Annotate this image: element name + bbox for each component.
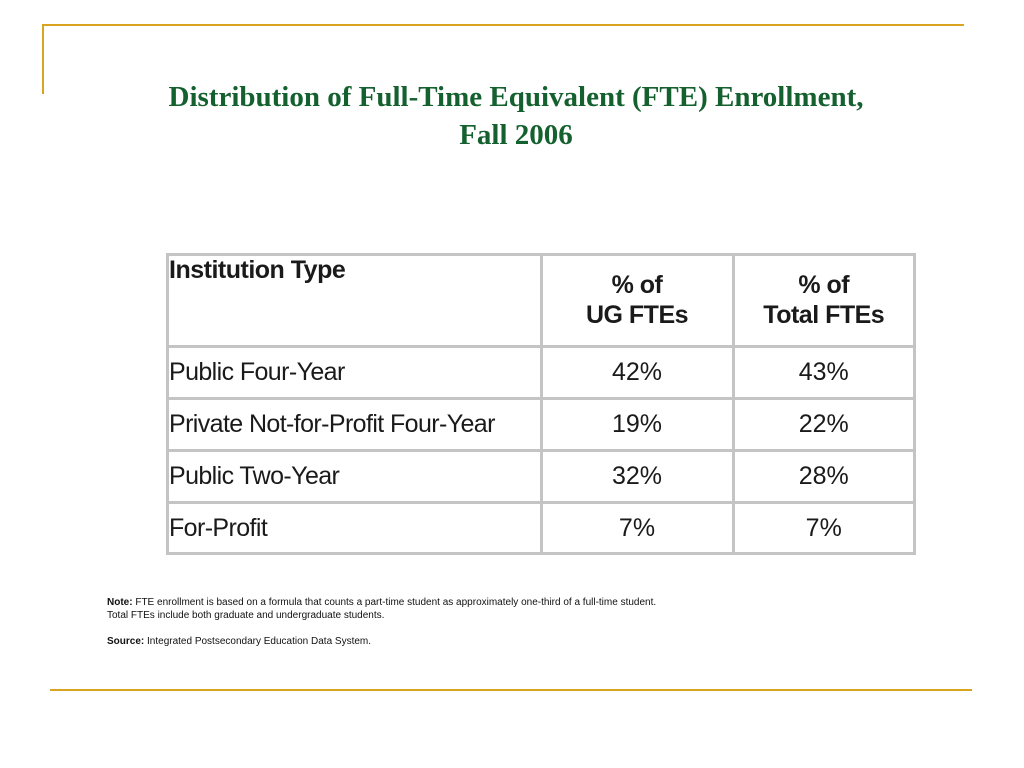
source-line xyxy=(107,635,967,648)
source-label: Source: xyxy=(107,636,145,647)
header-ug-ftes-line-2: UG FTEs xyxy=(585,301,689,330)
cell-ug-ftes: 19% xyxy=(541,398,733,450)
table-row xyxy=(169,450,913,502)
note-label: Note: xyxy=(107,597,133,608)
cell-institution-type: Public Two-Year xyxy=(169,450,541,502)
enrollment-table xyxy=(166,253,916,555)
header-total-ftes xyxy=(733,256,913,346)
header-institution-type: Institution Type xyxy=(169,256,541,346)
slide-title xyxy=(60,78,972,154)
source-text: Integrated Postsecondary Education Data System. xyxy=(147,636,372,647)
cell-total-ftes: 43% xyxy=(733,346,913,398)
header-total-ftes-line-2: Total FTEs xyxy=(763,301,885,330)
table-row xyxy=(169,398,913,450)
cell-total-ftes: 22% xyxy=(733,398,913,450)
enrollment-table-grid xyxy=(169,256,913,554)
cell-total-ftes: 28% xyxy=(733,450,913,502)
note-text: FTE enrollment is based on a formula that counts a part-time student as approximately one-third of a full-time student. xyxy=(135,597,657,608)
cell-ug-ftes: 32% xyxy=(541,450,733,502)
slide-title-line-1: Distribution of Full-Time Equivalent (FTE) Enrollment, xyxy=(168,81,864,113)
cell-ug-ftes: 42% xyxy=(541,346,733,398)
table-header-row xyxy=(169,256,913,346)
note-line-2: Total FTEs include both graduate and undergraduate students. xyxy=(107,610,385,621)
header-ug-ftes xyxy=(541,256,733,346)
accent-line-left xyxy=(42,24,44,94)
cell-ug-ftes: 7% xyxy=(541,502,733,554)
table-notes xyxy=(107,596,967,648)
table-row xyxy=(169,346,913,398)
cell-institution-type: For-Profit xyxy=(169,502,541,554)
header-total-ftes-line-1: % of xyxy=(798,271,850,300)
header-ug-ftes-line-1: % of xyxy=(611,271,663,300)
accent-line-bottom xyxy=(50,689,972,691)
slide-title-line-2: Fall 2006 xyxy=(459,119,573,151)
table-row xyxy=(169,502,913,554)
cell-institution-type: Private Not-for-Profit Four-Year xyxy=(169,398,541,450)
accent-line-top xyxy=(44,24,964,26)
cell-institution-type: Public Four-Year xyxy=(169,346,541,398)
cell-total-ftes: 7% xyxy=(733,502,913,554)
note-line xyxy=(107,596,967,609)
